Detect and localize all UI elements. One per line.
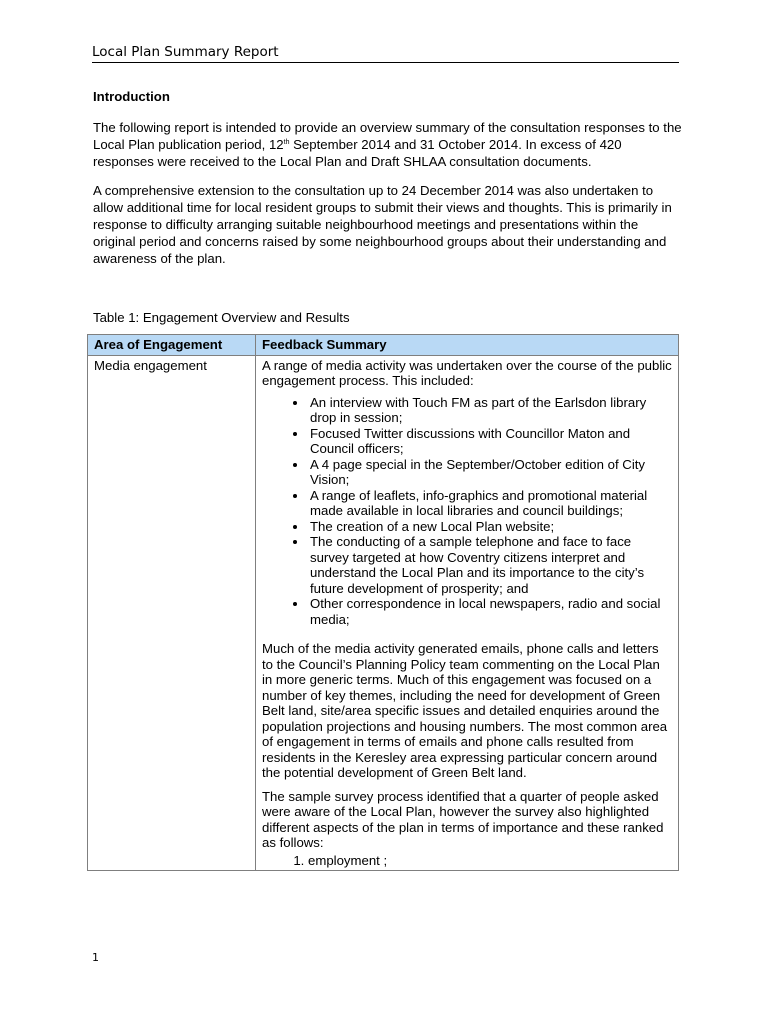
feedback-intro: A range of media activity was undertaken over the course of the public engagement process. This included: (262, 357, 672, 388)
table-caption: Table 1: Engagement Overview and Results (93, 310, 350, 325)
feedback-cell (256, 355, 679, 871)
list-item: • Focused Twitter discussions with Councillor Maton and Council officers; (308, 426, 672, 457)
intro-p1-text-a: The following report is intended to provide an overview summary of the consultation responses to the Local Plan publication period, 12 (93, 120, 682, 152)
intro-p1-text-b: September 2014 and 31 October 2014. In excess of 420 responses were received to the Local Plan and Draft SHLAA consultation documents. (93, 137, 622, 169)
engagement-table (87, 334, 679, 871)
table-header-row (88, 335, 679, 356)
running-header: Local Plan Summary Report (92, 44, 679, 63)
feedback-paragraph-1: Much of the media activity generated emails, phone calls and letters to the Council’s Planning Policy team commenting on the Local Plan in more generic terms. Much of this engagement was focused on a number of key themes, including the need for development of Green Belt land, site/area specific issues and detailed enquiries around the population projections and housing numbers. The most common area of engagement in terms of emails and phone calls resulted from residents in the Keresley area expressing particular concern around the potential development of Green Belt land. (262, 641, 668, 780)
area-cell: Media engagement (88, 355, 256, 871)
ordinal-superscript: th (283, 139, 290, 146)
list-item: • A 4 page special in the September/October edition of City Vision; (308, 457, 672, 488)
table-row (88, 355, 679, 871)
intro-paragraph-1 (93, 119, 683, 170)
feedback-paragraph-2: The sample survey process identified that a quarter of people asked were aware of the Local Plan, however the survey also highlighted different aspects of the plan in terms of importance and these ranked as follows: (262, 788, 664, 850)
column-header-area: Area of Engagement (88, 335, 256, 356)
list-item: • An interview with Touch FM as part of the Earlsdon library drop in session; (308, 395, 672, 426)
list-item: • The conducting of a sample telephone and face to face survey targeted at how Coventry citizens interpret and understand the Local Plan and its importance to the city’s future development of prosperity; and (308, 534, 672, 596)
list-item: • A range of leaflets, info-graphics and promotional material made available in local libraries and council buildings; (308, 488, 672, 519)
ranked-list (262, 853, 672, 869)
section-heading: Introduction (93, 89, 170, 104)
media-activity-list (262, 395, 672, 628)
page-number: 1 (92, 951, 99, 964)
document-body (93, 88, 683, 871)
intro-paragraph-2: A comprehensive extension to the consultation up to 24 December 2014 was also undertaken to allow additional time for local resident groups to submit their views and thoughts. This is primarily in response to difficulty arranging suitable neighbourhood meetings and presentations within the original period and concerns raised by some neighbourhood groups about their understanding and awareness of the plan. (93, 183, 672, 266)
column-header-feedback: Feedback Summary (256, 335, 679, 356)
list-item: • Other correspondence in local newspapers, radio and social media; (308, 596, 672, 627)
ranked-item: 1. employment ; (308, 853, 672, 869)
list-item: • The creation of a new Local Plan website; (308, 519, 672, 535)
